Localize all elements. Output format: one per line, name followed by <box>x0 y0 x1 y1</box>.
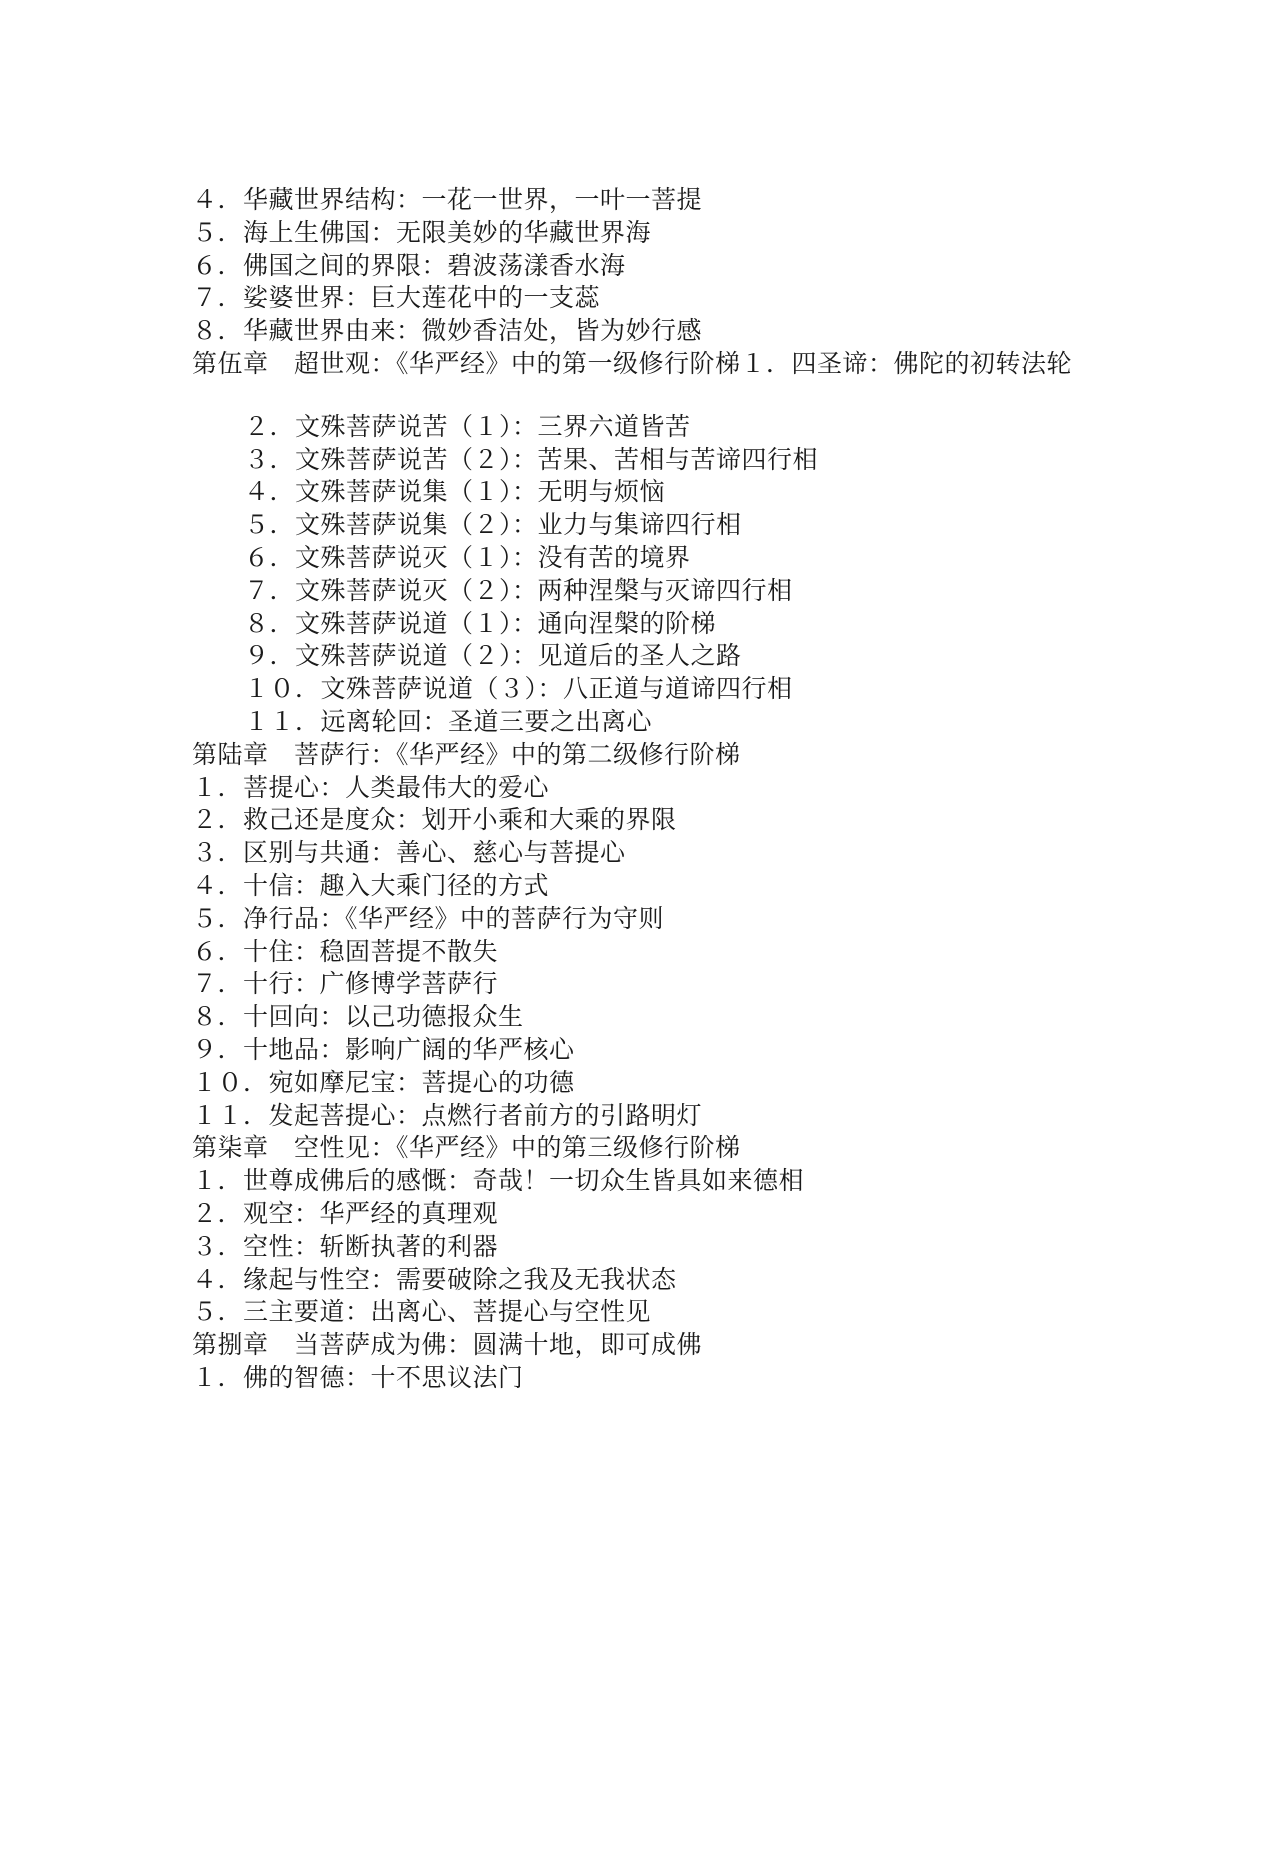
toc-entry: １０．文殊菩萨说道（３）：八正道与道谛四行相 <box>244 674 793 704</box>
toc-entry: ４．缘起与性空：需要破除之我及无我状态 <box>192 1264 677 1294</box>
toc-entry: ２．文殊菩萨说苦（１）：三界六道皆苦 <box>244 411 691 441</box>
toc-entry: ９．十地品：影响广阔的华严核心 <box>192 1034 575 1064</box>
toc-entry: ８．文殊菩萨说道（１）：通向涅槃的阶梯 <box>244 608 717 638</box>
toc-entry: ８．华藏世界由来：微妙香洁处，皆为妙行感 <box>192 316 703 346</box>
toc-entry: ５．三主要道：出离心、菩提心与空性见 <box>192 1297 652 1327</box>
toc-entry: ７．十行：广修博学菩萨行 <box>192 969 499 999</box>
chapter-heading-5: 第伍章 超世观：《华严经》中的第一级修行阶梯１．四圣谛：佛陀的初转法轮 <box>192 348 1073 378</box>
toc-entry: ７．文殊菩萨说灭（２）：两种涅槃与灭谛四行相 <box>244 575 793 605</box>
toc-entry: ３．空性：斩断执著的利器 <box>192 1231 499 1261</box>
toc-entry: ５．净行品：《华严经》中的菩萨行为守则 <box>192 903 665 933</box>
toc-entry: ２．观空：华严经的真理观 <box>192 1198 499 1228</box>
toc-entry: １１．远离轮回：圣道三要之出离心 <box>244 706 653 736</box>
toc-entry: ２．救己还是度众：划开小乘和大乘的界限 <box>192 805 677 835</box>
chapter-heading-8: 第捌章 当菩萨成为佛：圆满十地，即可成佛 <box>192 1330 703 1360</box>
toc-entry: ６．十住：稳固菩提不散失 <box>192 936 499 966</box>
toc-entry: ６．佛国之间的界限：碧波荡漾香水海 <box>192 250 626 280</box>
toc-entry: １０．宛如摩尼宝：菩提心的功德 <box>192 1067 575 1097</box>
toc-entry: ４．华藏世界结构：一花一世界，一叶一菩提 <box>192 185 703 214</box>
toc-entry: ７．娑婆世界：巨大莲花中的一支蕊 <box>192 283 601 313</box>
chapter-heading-6: 第陆章 菩萨行：《华严经》中的第二级修行阶梯 <box>192 739 741 769</box>
toc-entry: ８．十回向：以己功德报众生 <box>192 1002 524 1032</box>
toc-entry: ４．十信：趣入大乘门径的方式 <box>192 870 550 900</box>
toc-entry: １．菩提心：人类最伟大的爱心 <box>192 772 550 802</box>
chapter-heading-7: 第柒章 空性见：《华严经》中的第三级修行阶梯 <box>192 1133 741 1163</box>
toc-entry: ９．文殊菩萨说道（２）：见道后的圣人之路 <box>244 641 742 671</box>
toc-entry: ３．区别与共通：善心、慈心与菩提心 <box>192 838 626 868</box>
toc-entry: ５．文殊菩萨说集（２）：业力与集谛四行相 <box>244 510 742 540</box>
toc-entry: １１．发起菩提心：点燃行者前方的引路明灯 <box>192 1100 703 1130</box>
toc-entry: ３．文殊菩萨说苦（２）：苦果、苦相与苦谛四行相 <box>244 444 819 474</box>
table-of-contents <box>192 184 1252 1395</box>
toc-entry: １．佛的智德：十不思议法门 <box>192 1362 524 1392</box>
toc-entry: １．世尊成佛后的感慨：奇哉！一切众生皆具如来德相 <box>192 1166 805 1196</box>
toc-entry: ５．海上生佛国：无限美妙的华藏世界海 <box>192 217 652 247</box>
toc-entry: ４．文殊菩萨说集（１）：无明与烦恼 <box>244 477 666 507</box>
toc-entry: ６．文殊菩萨说灭（１）：没有苦的境界 <box>244 542 691 572</box>
